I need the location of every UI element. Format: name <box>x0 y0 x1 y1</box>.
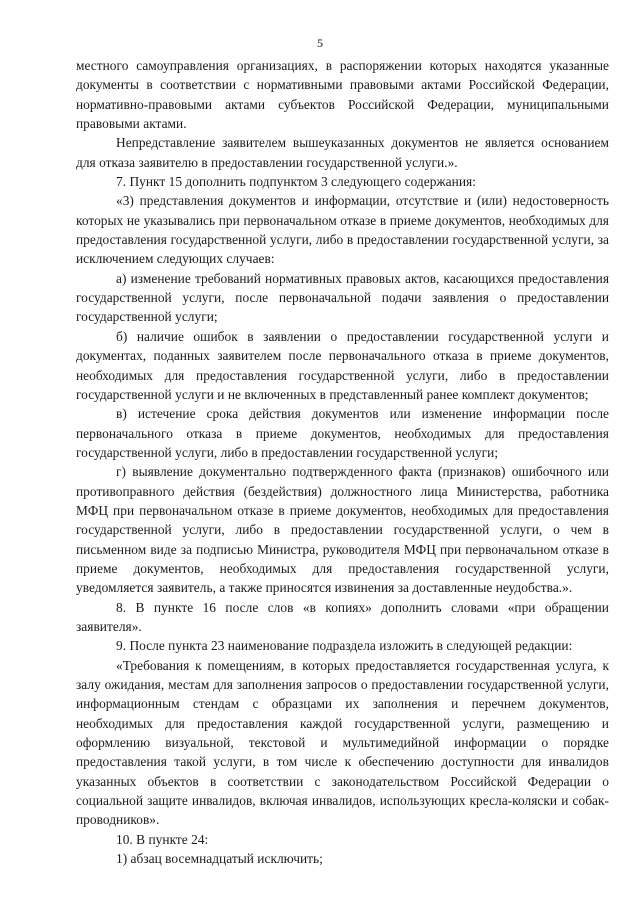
paragraph-item-7: 7. Пункт 15 дополнить подпунктом 3 следующего содержания: <box>116 174 476 190</box>
paragraph-item-9: 9. После пункта 23 наименование подраздела изложить в следующей редакции: <box>116 638 573 654</box>
paragraph-item-10: 10. В пункте 24: <box>116 831 209 847</box>
paragraph-2: Непредставление заявителем вышеуказанных документов не является основанием для отказа заявителю в предоставлении государственной услуги.». <box>76 135 609 170</box>
paragraph-case-a: а) изменение требований нормативных правовых актов, касающихся предоставления государственной услуги, после первоначальной подачи заявления о предоставлении государственной услуги; <box>76 270 609 325</box>
page-number: 5 <box>317 36 323 50</box>
paragraph-case-g: г) выявление документально подтвержденного факта (признаков) ошибочного или противоправного действия (бездействия) должностного лица Министерства, работника МФЦ при первоначальном отказе в приеме документов, необходимых для предоставления государственной услуги, либо в предоставлении государственной услуги, о чем в письменном виде за подписью Министра, руководителя МФЦ при первоначальном отказе в приеме документов, необходимых для предоставления государственной услуги, уведомляется заявитель, а также приносятся извинения за доставленные неудобства.». <box>76 464 609 596</box>
paragraph-case-v: в) истечение срока действия документов или изменение информации после первоначального отказа в приеме документов, необходимых для предоставления государственной услуги, либо в предоставлении государственной услуги; <box>76 406 609 460</box>
paragraph-1: местного самоуправления организациях, в распоряжении которых находятся указанные документы в соответствии с нормативными правовыми актами Российской Федерации, нормативно-правовыми актами субъектов Российской Федерации, муниципальными правовыми актами. <box>76 58 609 132</box>
paragraph-section-heading: «Требования к помещениям, в которых предоставляется государственная услуга, к залу ожидания, местам для заполнения запросов о предоставлении государственной услуги, информационным стендам с образцами их заполнения и перечнем документов, необходимых для предоставления каждой государственной услуги, размещению и оформлению визуальной, текстовой и мультимедийной информации о порядке предоставления такой услуги, в том числе к обеспечению доступности для инвалидов указанных объектов в соответствии с законодательством Российской Федерации о социальной защите инвалидов, включая инвалидов, использующих кресла-коляски и собак-проводников». <box>76 657 609 828</box>
paragraph-item-10-1: 1) абзац восемнадцатый исключить; <box>116 851 323 867</box>
paragraph-case-b: б) наличие ошибок в заявлении о предоставлении государственной услуги и документах, поданных заявителем после первоначального отказа в приеме документов, необходимых для предоставления государственной услуги, либо в предоставлении государственной услуги и не включенных в представленный ранее комплект документов; <box>76 328 609 402</box>
paragraph-subitem-3: «3) представления документов и информации, отсутствие и (или) недостоверность которых не указывались при первоначальном отказе в приеме документов, необходимых для предоставления государственной услуги, либо в предоставлении государственной услуги, за исключением следующих случаев: <box>76 193 609 267</box>
paragraph-item-8: 8. В пункте 16 после слов «в копиях» дополнить словами «при обращении заявителя». <box>76 599 609 634</box>
document-body <box>76 56 609 868</box>
